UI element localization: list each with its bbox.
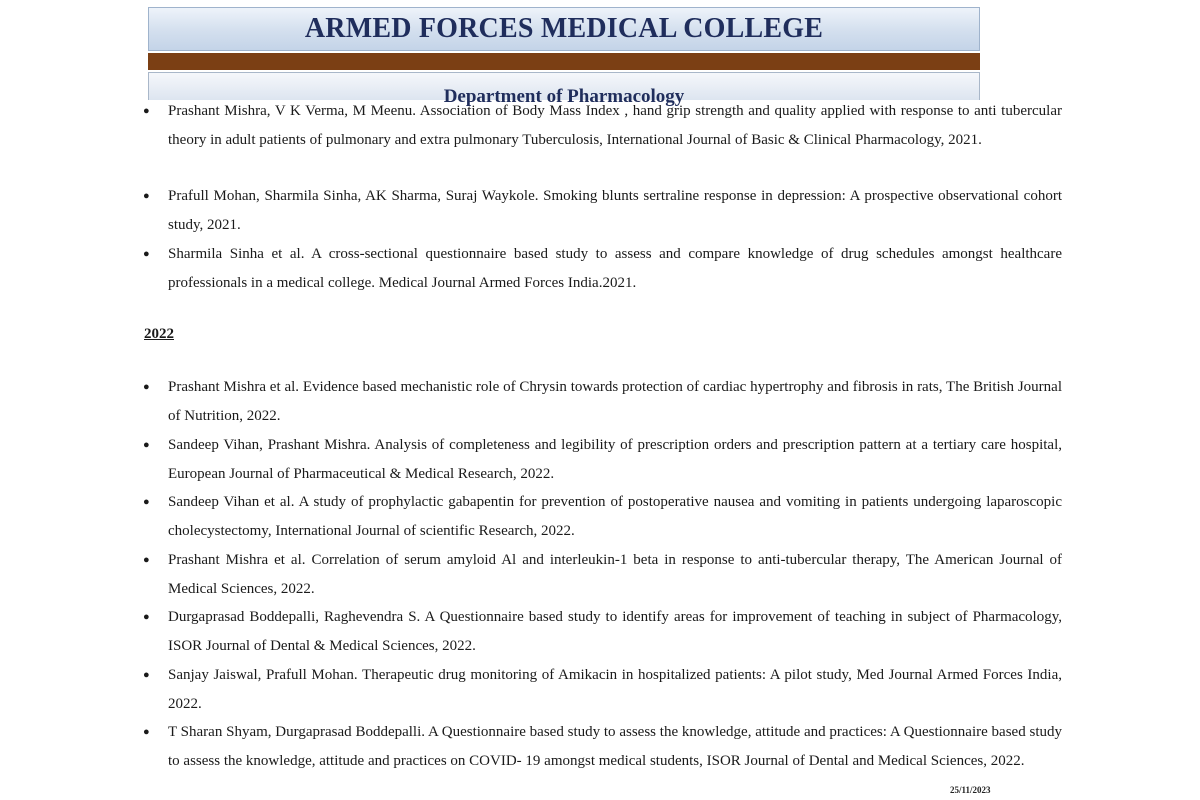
bullet-icon: ● bbox=[143, 726, 150, 738]
list-item bbox=[143, 546, 1062, 603]
list-item bbox=[143, 97, 1062, 154]
publication-text: Prafull Mohan, Sharmila Sinha, AK Sharma, Suraj Waykole. Smoking blunts sertraline response in depression: A prospective observational cohort study, 2021. bbox=[168, 188, 1062, 233]
publication-text: Prashant Mishra et al. Evidence based mechanistic role of Chrysin towards protection of cardiac hypertrophy and fibrosis in rats, The British Journal of Nutrition, 2022. bbox=[168, 379, 1062, 424]
page-title: ARMED FORCES MEDICAL COLLEGE bbox=[304, 13, 824, 44]
department-title: Department of Pharmacology bbox=[443, 86, 685, 107]
bullet-icon: ● bbox=[143, 248, 150, 260]
list-item bbox=[143, 182, 1062, 239]
list-item bbox=[143, 240, 1062, 297]
list-item bbox=[143, 488, 1062, 545]
list-item bbox=[143, 603, 1062, 660]
publication-text: Sharmila Sinha et al. A cross-sectional questionnaire based study to assess and compare knowledge of drug schedules amongst healthcare professionals in a medical college. Medical Journal Armed Forces India.2021. bbox=[168, 246, 1062, 291]
list-item bbox=[143, 718, 1062, 775]
list-item bbox=[143, 431, 1062, 488]
list-item bbox=[143, 373, 1062, 430]
header-title-box bbox=[148, 7, 980, 51]
bullet-icon: ● bbox=[143, 611, 150, 623]
publication-text: Prashant Mishra, V K Verma, M Meenu. Association of Body Mass Index , hand grip strength and quality applied with response to anti tubercular theory in adult patients of pulmonary and extra pulmonary Tuberculosis, International Journal of Basic & Clinical Pharmacology, 2021. bbox=[168, 103, 1062, 148]
publication-text: Prashant Mishra et al. Correlation of serum amyloid Al and interleukin-1 beta in response to anti-tubercular therapy, The American Journal of Medical Sciences, 2022. bbox=[168, 552, 1062, 597]
bullet-icon: ● bbox=[143, 439, 150, 451]
header-department-box bbox=[148, 72, 980, 107]
year-heading: 2022 bbox=[144, 326, 174, 342]
bullet-icon: ● bbox=[143, 496, 150, 508]
footer-date: 25/11/2023 bbox=[950, 785, 991, 795]
list-item bbox=[143, 661, 1062, 718]
publication-text: T Sharan Shyam, Durgaprasad Boddepalli. A Questionnaire based study to assess the knowledge, attitude and practices: A Questionnaire based study to assess the knowledge, attitude and practices on COVID- 19 amongst medical students, ISOR Journal of Dental and Medical Sciences, 2022. bbox=[168, 724, 1062, 769]
bullet-icon: ● bbox=[143, 190, 150, 202]
bullet-icon: ● bbox=[143, 669, 150, 681]
header-band bbox=[148, 53, 980, 70]
publication-text: Sandeep Vihan et al. A study of prophylactic gabapentin for prevention of postoperative nausea and vomiting in patients undergoing laparoscopic cholecystectomy, International Journal of scientific Research, 2022. bbox=[168, 494, 1062, 539]
publication-text: Sandeep Vihan, Prashant Mishra. Analysis of completeness and legibility of prescription orders and prescription pattern at a tertiary care hospital, European Journal of Pharmaceutical & Medical Research, 2022. bbox=[168, 437, 1062, 482]
bullet-icon: ● bbox=[143, 105, 150, 117]
bullet-icon: ● bbox=[143, 381, 150, 393]
publication-text: Durgaprasad Boddepalli, Raghevendra S. A Questionnaire based study to identify areas for improvement of teaching in subject of Pharmacology, ISOR Journal of Dental & Medical Sciences, 2022. bbox=[168, 609, 1062, 654]
bullet-icon: ● bbox=[143, 554, 150, 566]
publication-text: Sanjay Jaiswal, Prafull Mohan. Therapeutic drug monitoring of Amikacin in hospitalized patients: A pilot study, Med Journal Armed Forces India, 2022. bbox=[168, 667, 1062, 712]
